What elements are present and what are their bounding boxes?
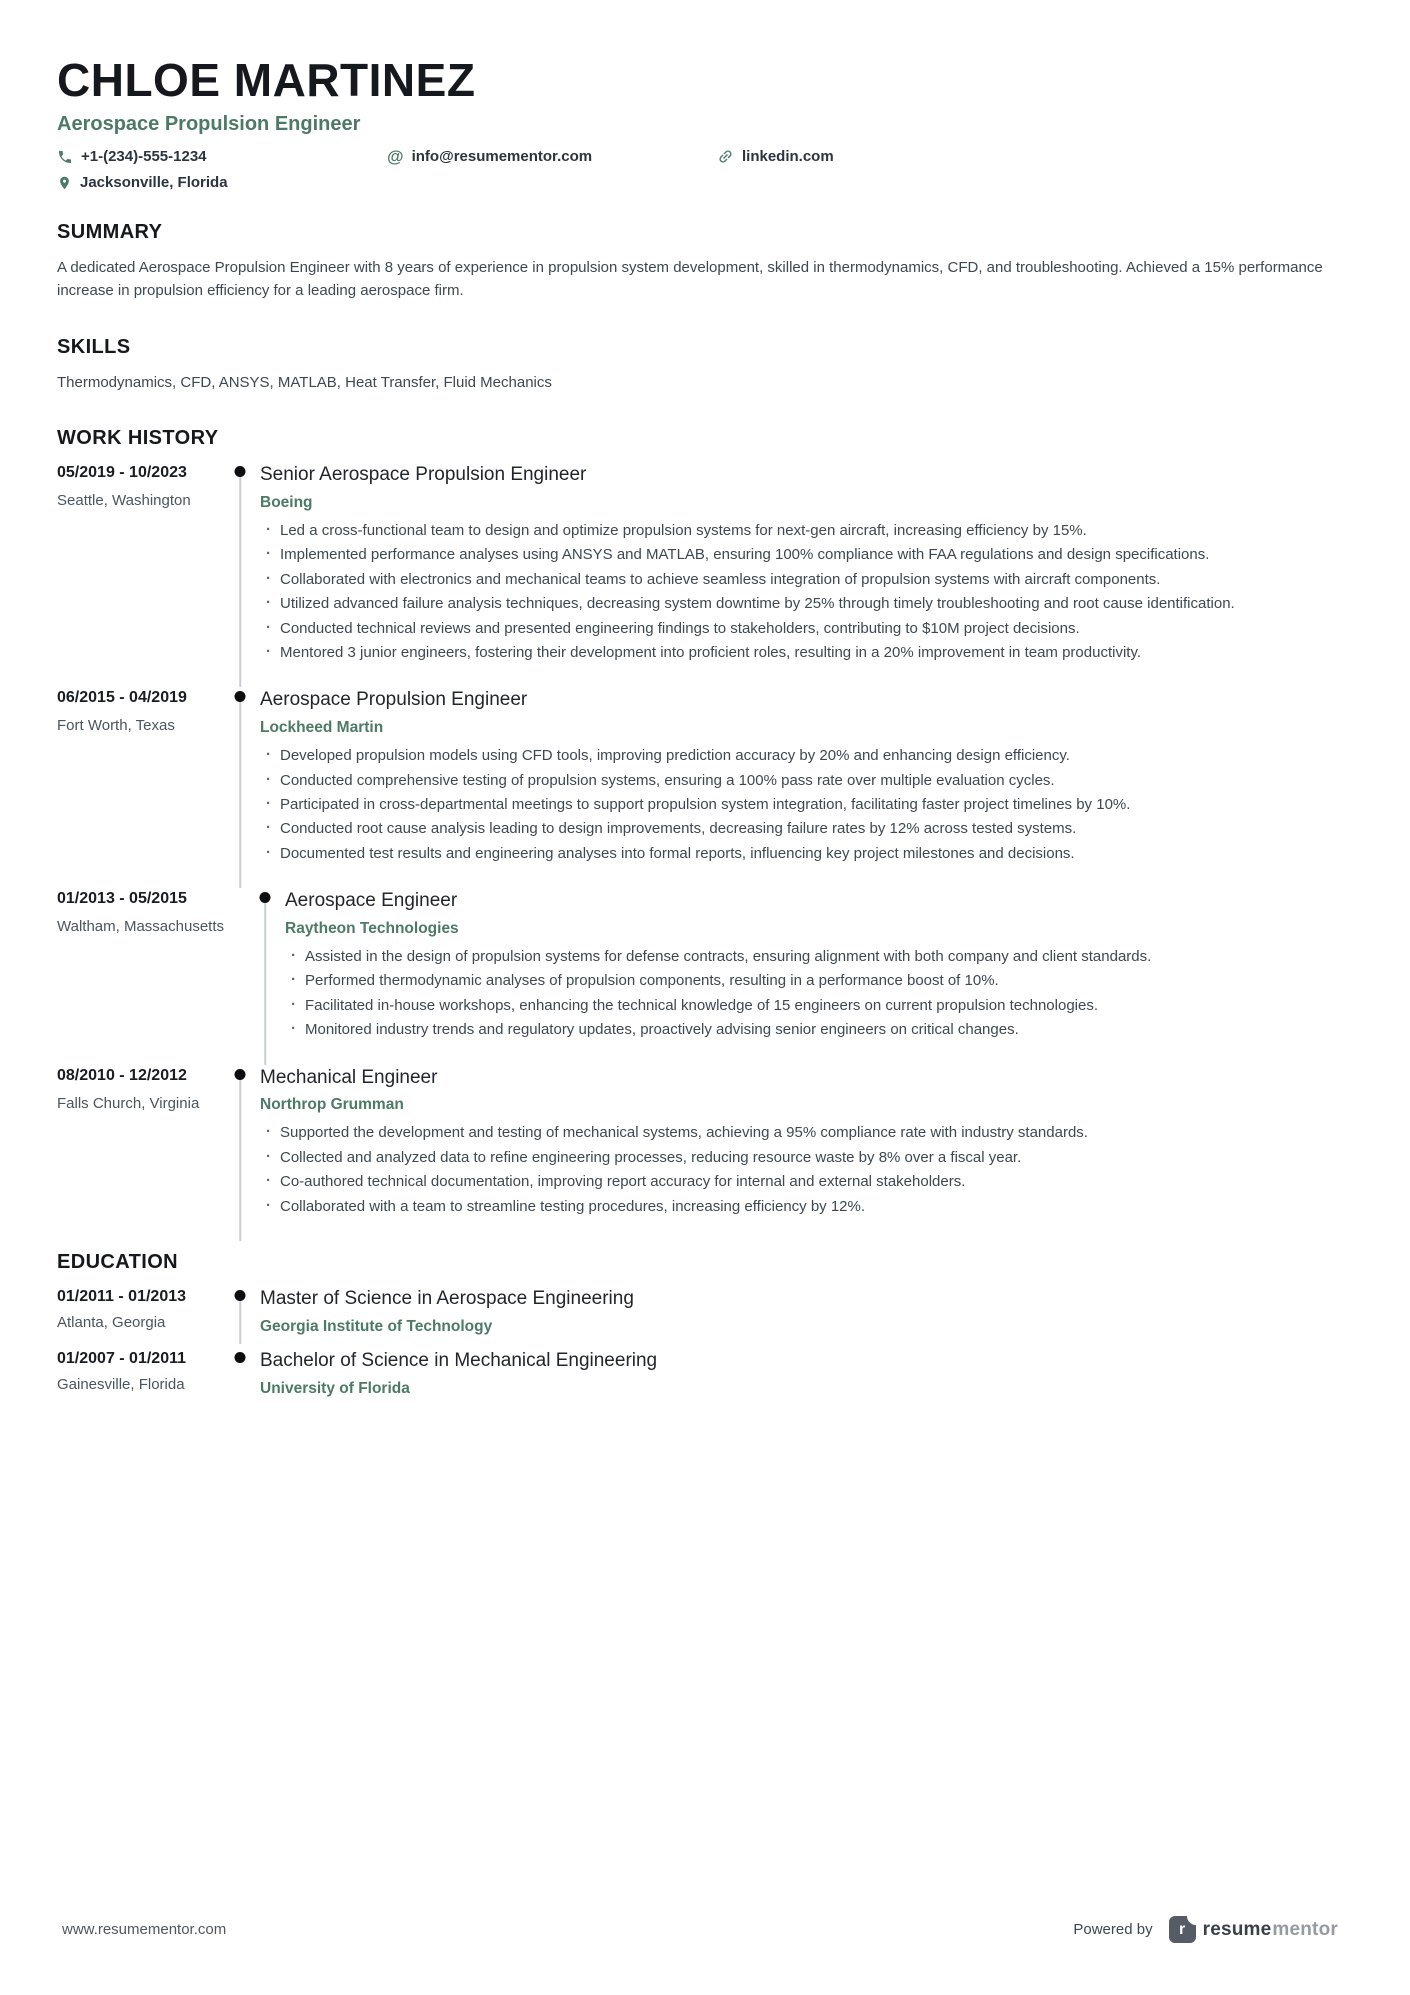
job-title: Mechanical Engineer bbox=[260, 1066, 438, 1088]
timeline-marker bbox=[222, 689, 258, 868]
education-location: Atlanta, Georgia bbox=[57, 1313, 166, 1331]
job-location: Falls Church, Virginia bbox=[57, 1094, 200, 1112]
bullet-item: · Monitored industry trends and regulatory updates, proactively advising senior engineers on critical changes. bbox=[285, 1020, 1348, 1040]
job-company: Boeing bbox=[260, 494, 313, 512]
education-heading: EDUCATION bbox=[57, 1250, 179, 1273]
bullet-item: · Conducted root cause analysis leading to design improvements, decreasing failure rates by 12% across tested systems. bbox=[260, 819, 1348, 839]
timeline-marker bbox=[222, 1350, 258, 1398]
timeline-dot bbox=[235, 1352, 246, 1363]
bullet-item: · Mentored 3 junior engineers, fostering their development into proficient roles, resulting in a 20% improvement in team productivity. bbox=[260, 643, 1348, 663]
job-company: Raytheon Technologies bbox=[285, 919, 459, 937]
resumementor-brand[interactable] bbox=[1169, 1916, 1338, 1943]
work-history-heading: WORK HISTORY bbox=[57, 427, 219, 450]
bullet-item: · Implemented performance analyses using ANSYS and MATLAB, ensuring 100% compliance with FAA regulations and design specifications. bbox=[260, 545, 1348, 565]
job-title: Aerospace Engineer bbox=[285, 890, 458, 912]
education-location: Gainesville, Florida bbox=[57, 1375, 185, 1393]
degree-title: Bachelor of Science in Mechanical Engineering bbox=[260, 1349, 658, 1371]
job-bullets bbox=[260, 746, 1348, 864]
bullet-item: · Assisted in the design of propulsion systems for defense contracts, ensuring alignment with both company and client standards. bbox=[285, 947, 1348, 967]
timeline-marker bbox=[222, 1288, 258, 1336]
bullet-item: · Documented test results and engineering analyses into formal reports, influencing key project milestones and decisions. bbox=[260, 844, 1348, 864]
bullet-item: · Conducted technical reviews and presented engineering findings to stakeholders, contributing to $10M project decisions. bbox=[260, 619, 1348, 639]
education-dates: 01/2011 - 01/2013 bbox=[57, 1287, 187, 1305]
summary-heading: SUMMARY bbox=[57, 221, 163, 244]
timeline-dot bbox=[235, 466, 246, 477]
bullet-item: · Led a cross-functional team to design and optimize propulsion systems for next-gen aircraft, increasing efficiency by 15%. bbox=[260, 521, 1348, 541]
bullet-item: · Facilitated in-house workshops, enhancing the technical knowledge of 15 engineers on current propulsion technologies. bbox=[285, 996, 1348, 1016]
bullet-item: · Participated in cross-departmental meetings to support propulsion system integration, facilitating faster project timelines by 10%. bbox=[260, 795, 1348, 815]
bullet-item: · Utilized advanced failure analysis techniques, decreasing system downtime by 25% through timely troubleshooting and root cause identification. bbox=[260, 594, 1348, 614]
bullet-item: · Supported the development and testing of mechanical systems, achieving a 95% compliance rate with industry standards. bbox=[260, 1123, 1348, 1143]
email-at-icon: @ bbox=[387, 147, 404, 167]
timeline-marker bbox=[222, 464, 258, 667]
work-entry bbox=[57, 1067, 1348, 1221]
location-item bbox=[57, 174, 228, 191]
job-bullets bbox=[285, 947, 1348, 1041]
job-dates: 08/2010 - 12/2012 bbox=[57, 1066, 187, 1084]
job-location: Waltham, Massachusetts bbox=[57, 918, 224, 936]
linkedin-link[interactable] bbox=[717, 148, 834, 165]
person-name: CHLOE MARTINEZ bbox=[57, 54, 476, 106]
degree-title: Master of Science in Aerospace Engineering bbox=[260, 1287, 634, 1309]
job-title: Senior Aerospace Propulsion Engineer bbox=[260, 464, 587, 486]
brand-text-bold: resume bbox=[1202, 1918, 1272, 1940]
job-bullets bbox=[260, 1123, 1348, 1217]
job-dates: 06/2015 - 04/2019 bbox=[57, 689, 187, 707]
person-job-title: Aerospace Propulsion Engineer bbox=[57, 113, 361, 136]
education-dates: 01/2007 - 01/2011 bbox=[57, 1349, 187, 1367]
email-link[interactable] bbox=[387, 148, 717, 165]
brand-text-light: mentor bbox=[1272, 1918, 1338, 1940]
summary-text: A dedicated Aerospace Propulsion Engineer with 8 years of experience in propulsion system development, skilled in thermodynamics, CFD, and troubleshooting. Achieved a 15% performance increase in propulsion efficiency for a leading aerospace firm. bbox=[57, 259, 1323, 299]
timeline-dot bbox=[235, 691, 246, 702]
work-entry bbox=[57, 464, 1348, 667]
work-entry bbox=[57, 689, 1348, 868]
phone-link[interactable] bbox=[57, 148, 387, 165]
education-entry bbox=[57, 1288, 1348, 1336]
phone-number: +1-(234)-555-1234 bbox=[81, 148, 207, 166]
email-address: info@resumementor.com bbox=[411, 148, 593, 166]
school-name: University of Florida bbox=[260, 1379, 410, 1397]
bullet-item: · Co-authored technical documentation, improving report accuracy for internal and external stakeholders. bbox=[260, 1172, 1348, 1192]
footer-website-link[interactable]: www.resumementor.com bbox=[62, 1921, 227, 1938]
header bbox=[57, 56, 1348, 191]
job-company: Lockheed Martin bbox=[260, 719, 384, 737]
job-location: Seattle, Washington bbox=[57, 492, 191, 510]
work-history-section bbox=[57, 427, 1348, 1221]
job-location: Fort Worth, Texas bbox=[57, 717, 175, 735]
phone-icon bbox=[57, 149, 73, 165]
timeline-marker bbox=[247, 890, 283, 1044]
school-name: Georgia Institute of Technology bbox=[260, 1317, 493, 1335]
timeline-dot bbox=[235, 1290, 246, 1301]
timeline-dot bbox=[260, 892, 271, 903]
education-section bbox=[57, 1251, 1348, 1398]
education-entry bbox=[57, 1350, 1348, 1398]
bullet-item: · Collaborated with a team to streamline testing procedures, increasing efficiency by 12%. bbox=[260, 1197, 1348, 1217]
job-dates: 05/2019 - 10/2023 bbox=[57, 464, 187, 482]
job-title: Aerospace Propulsion Engineer bbox=[260, 689, 528, 711]
resumementor-logo-icon: r bbox=[1169, 1916, 1196, 1943]
summary-section bbox=[57, 221, 1348, 302]
contact-info bbox=[57, 148, 1348, 191]
bullet-item: · Performed thermodynamic analyses of propulsion components, resulting in a performance boost of 10%. bbox=[285, 971, 1348, 991]
bullet-item: · Developed propulsion models using CFD tools, improving prediction accuracy by 20% and enhancing design efficiency. bbox=[260, 746, 1348, 766]
powered-by-label: Powered by bbox=[1073, 1921, 1153, 1938]
timeline-dot bbox=[235, 1069, 246, 1080]
link-icon bbox=[717, 148, 734, 165]
linkedin-text: linkedin.com bbox=[742, 148, 834, 166]
skills-section bbox=[57, 336, 1348, 391]
location-pin-icon bbox=[57, 175, 72, 191]
timeline-marker bbox=[222, 1067, 258, 1221]
skills-list: Thermodynamics, CFD, ANSYS, MATLAB, Heat Transfer, Fluid Mechanics bbox=[57, 374, 552, 392]
skills-heading: SKILLS bbox=[57, 336, 131, 359]
job-company: Northrop Grumman bbox=[260, 1096, 404, 1114]
bullet-item: · Conducted comprehensive testing of propulsion systems, ensuring a 100% pass rate over multiple evaluation cycles. bbox=[260, 771, 1348, 791]
bullet-item: · Collected and analyzed data to refine engineering processes, reducing resource waste by 8% over a fiscal year. bbox=[260, 1148, 1348, 1168]
job-bullets bbox=[260, 521, 1348, 663]
job-dates: 01/2013 - 05/2015 bbox=[57, 890, 187, 908]
location-text: Jacksonville, Florida bbox=[80, 174, 228, 192]
work-entry bbox=[57, 890, 1348, 1044]
footer bbox=[62, 1916, 1348, 1943]
bullet-item: · Collaborated with electronics and mechanical teams to achieve seamless integration of propulsion systems with aircraft components. bbox=[260, 570, 1348, 590]
